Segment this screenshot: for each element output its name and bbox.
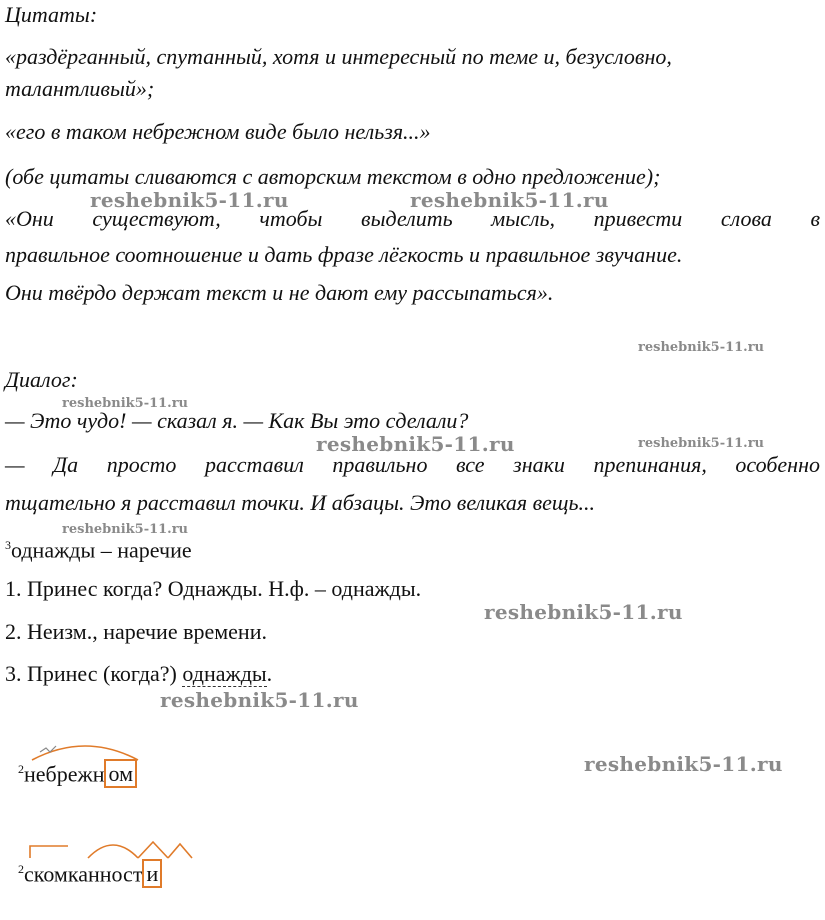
watermark-6: reshebnik5-11.ru xyxy=(638,436,765,451)
quote-1-line-2: талантливый»; xyxy=(5,76,155,101)
dialog-line-1: — Это чудо! — сказал я. — Как Вы это сделали? xyxy=(5,408,469,433)
quote-3-line-3: Они твёрдо держат текст и не дают ему рассыпаться». xyxy=(5,280,554,305)
morpheme-2-sup: 2 xyxy=(18,862,24,876)
quotes-heading: Цитаты: xyxy=(5,2,98,27)
watermark-9: reshebnik5-11.ru xyxy=(160,688,359,712)
quote-3-line-2: правильное соотношение и дать фразе лёгкость и правильное звучание. xyxy=(5,242,683,267)
analysis-title-text: однажды – наречие xyxy=(11,537,192,563)
watermark-10: reshebnik5-11.ru xyxy=(584,752,783,776)
watermark-7: reshebnik5-11.ru xyxy=(62,522,189,537)
watermark-2: reshebnik5-11.ru xyxy=(410,188,609,212)
analysis-sup: 3 xyxy=(5,538,11,552)
analysis-point-2: 2. Неизм., наречие времени. xyxy=(5,619,267,644)
morpheme-1-sup: 2 xyxy=(18,762,24,776)
watermark-8: reshebnik5-11.ru xyxy=(484,600,683,624)
analysis-point-3-prefix: 3. Принес (когда?) xyxy=(5,661,183,686)
morpheme-1-root: небрежн xyxy=(24,761,105,787)
watermark-5: reshebnik5-11.ru xyxy=(316,432,515,456)
analysis-point-1: 1. Принес когда? Однажды. Н.ф. – однажды. xyxy=(5,576,422,601)
watermark-4: reshebnik5-11.ru xyxy=(62,396,189,411)
quotes-note: (обе цитаты сливаются с авторским текстом в одно предложение); xyxy=(5,164,661,189)
quote-2: «его в таком небрежном виде было нельзя...» xyxy=(5,119,431,144)
analysis-point-3 xyxy=(5,659,272,689)
watermark-1: reshebnik5-11.ru xyxy=(90,188,289,212)
watermark-3: reshebnik5-11.ru xyxy=(638,340,765,355)
morpheme-2-ending: и xyxy=(142,859,162,888)
dialog-heading: Диалог: xyxy=(5,367,78,392)
quote-3-line-1: «Они существуют, чтобы выделить мысль, привести слова в xyxy=(5,206,820,231)
morpheme-2-root: скомканност xyxy=(24,861,143,887)
morpheme-1-ending: ом xyxy=(104,759,137,788)
dialog-line-3: тщательно я расставил точки. И абзацы. Это великая вещь... xyxy=(5,490,596,515)
dialog-line-2: — Да просто расставил правильно все знаки препинания, особенно xyxy=(5,452,820,477)
analysis-point-3-end: . xyxy=(266,661,273,686)
analysis-point-3-word: однажды xyxy=(182,661,267,686)
quote-1-line-1: «раздёрганный, спутанный, хотя и интересный по теме и, безусловно, xyxy=(5,44,672,69)
